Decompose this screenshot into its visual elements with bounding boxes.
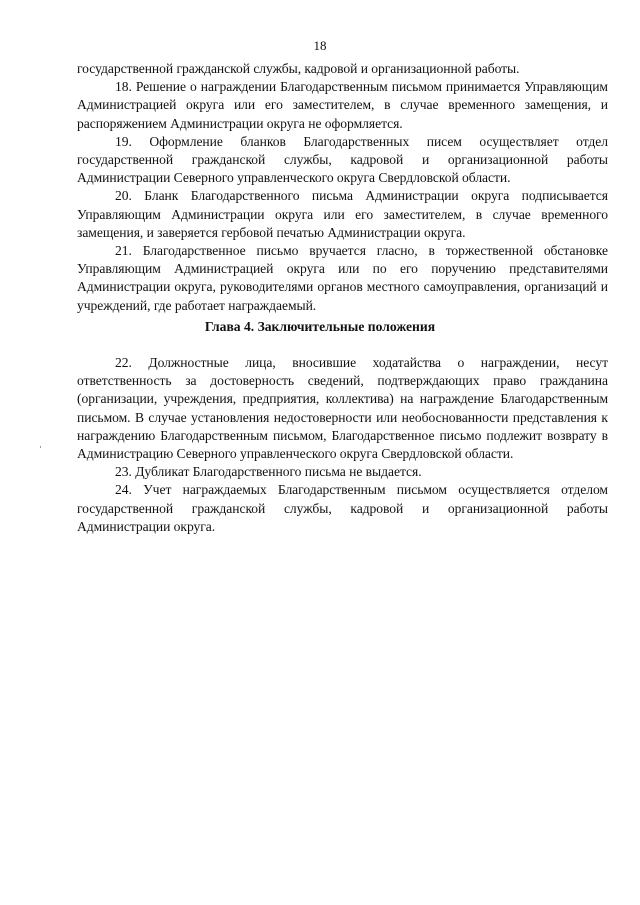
paragraph-22: 22. Должностные лица, вносившие ходатайства о награждении, несут ответственность за достоверность сведений, подтверждающих право гражданина (организации, учреждения, предприятия, коллектива) на награждение Благодарственным письмом. В случае установления недостоверности или необоснованности представления к награждению Благодарственным письмом, Благодарственное письмо подлежит возврату в Администрацию Северного управленческого округа Свердловской области. <box>77 355 608 462</box>
page-number: 18 <box>313 38 327 53</box>
paragraph-21: 21. Благодарственное письмо вручается гласно, в торжественной обстановке Управляющим Администрацией округа или по его поручению представителями Администрации округа, руководителями органов местного самоуправления, организаций и учреждений, где работает награждаемый. <box>77 243 608 313</box>
top-section <box>77 60 608 315</box>
paragraph-23: 23. Дубликат Благодарственного письма не выдается. <box>115 464 422 480</box>
scan-speck <box>40 446 41 448</box>
chapter-title: Глава 4. Заключительные положения <box>204 319 436 334</box>
paragraph-continuation: государственной гражданской службы, кадровой и организационной работы. <box>77 61 520 76</box>
paragraph-18: 18. Решение о награждении Благодарственным письмом принимается Управляющим Администрацией округа или его заместителем, в случае временного замещения, и распоряжением Администрации округа не оформляется. <box>77 79 608 131</box>
paragraph-20: 20. Бланк Благодарственного письма Администрации округа подписывается Управляющим Администрации округа или его заместителем, в случае временного замещения, и заверяется гербовой печатью Администрации округа. <box>77 188 608 240</box>
bottom-section <box>77 354 608 536</box>
paragraph-24: 24. Учет награждаемых Благодарственным письмом осуществляется отделом государственной гражданской службы, кадровой и организационной работы Администрации округа. <box>77 482 608 534</box>
paragraph-19: 19. Оформление бланков Благодарственных писем осуществляет отдел государственной гражданской службы, кадровой и организационной работы Администрации Северного управленческого округа Свердловской области. <box>77 133 608 186</box>
